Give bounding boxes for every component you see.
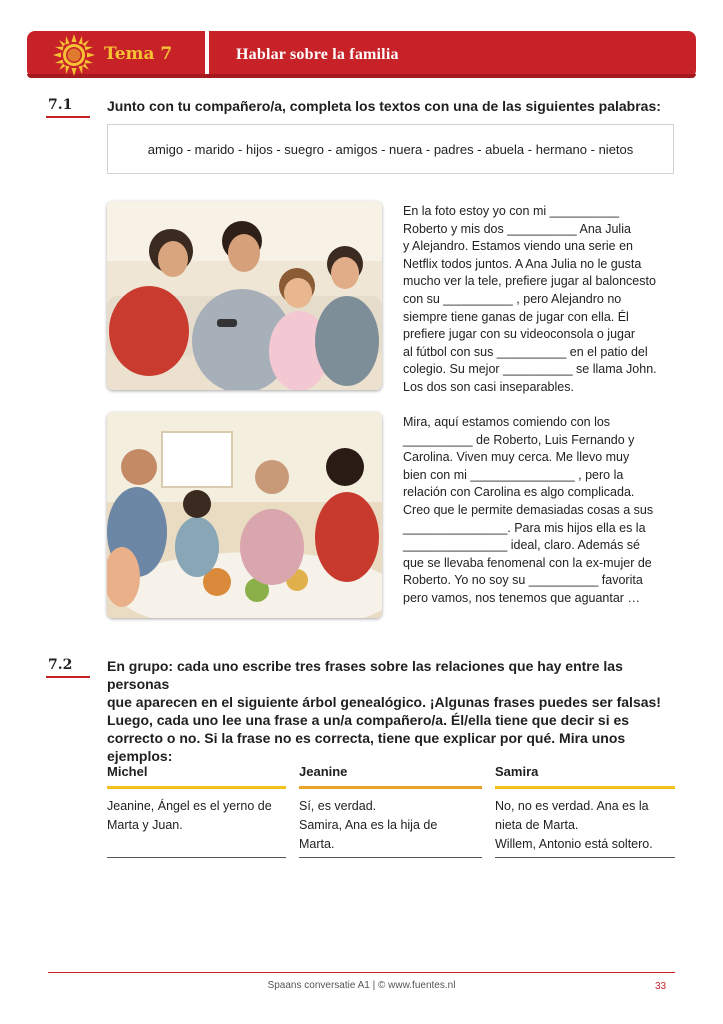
divider: [495, 857, 675, 858]
text-line: _______________ ideal, claro. Además sé: [403, 538, 640, 553]
text-line: Carolina. Viven muy cerca. Me llevo muy: [403, 450, 630, 465]
section-number: 7.1: [48, 97, 73, 113]
example-line: nieta de Marta.: [495, 818, 579, 832]
example-line: No, no es verdad. Ana es la: [495, 799, 649, 813]
banner-shadow: [27, 74, 696, 78]
example-name: Michel: [107, 764, 148, 779]
chapter-number: Tema 7: [104, 44, 173, 64]
text-line: colegio. Su mejor __________ se llama John.: [403, 362, 657, 377]
column-bar: [299, 786, 482, 789]
divider: [107, 857, 286, 858]
example-name: Samira: [495, 764, 539, 779]
sun-icon: [53, 34, 95, 76]
example-line: Willem, Antonio está soltero.: [495, 837, 653, 851]
text-line: Creo que le permite demasiadas cosas a sus: [403, 502, 654, 517]
instruction-line: correcto o no. Si la frase no es correcta, tiene que explicar por qué. Mira unos: [107, 730, 626, 746]
text-block-1: [403, 203, 680, 397]
exercise-instruction: Junto con tu compañero/a, completa los textos con una de las siguientes palabras:: [107, 98, 661, 114]
example-line: Marta.: [299, 837, 335, 851]
text-line: que se llevaba fenomenal con la ex-mujer de: [403, 555, 652, 570]
instruction-line: ejemplos:: [107, 748, 173, 764]
text-block-2: [403, 414, 680, 608]
text-line: Roberto. Yo no soy su __________ favorita: [403, 573, 643, 588]
example-name: Jeanine: [299, 764, 348, 779]
family-sofa-photo: [107, 201, 382, 390]
text-line: bien con mi _______________ , pero la: [403, 467, 624, 482]
example-line: Marta y Juan.: [107, 818, 183, 832]
column-bar: [107, 786, 286, 789]
example-text: [495, 797, 695, 854]
instruction-line: Luego, cada uno lee una frase a un/a compañero/a. Él/ella tiene que decir si es: [107, 712, 630, 728]
exercise-instruction: [107, 657, 687, 765]
text-line: con su __________ , pero Alejandro no: [403, 291, 622, 306]
text-line: Roberto y mis dos __________ Ana Julia: [403, 221, 631, 236]
divider: [299, 857, 482, 858]
text-line: Netflix todos juntos. A Ana Julia no le gusta: [403, 256, 642, 271]
text-line: y Alejandro. Estamos viendo una serie en: [403, 239, 633, 254]
text-line: prefiere jugar con su videoconsola o jugar: [403, 327, 636, 342]
text-line: relación con Carolina es algo complicada.: [403, 485, 635, 500]
text-line: al fútbol con sus __________ en el patio del: [403, 344, 648, 359]
chapter-title: Hablar sobre la familia: [236, 46, 399, 63]
word-bank: amigo - marido - hijos - suegro - amigos - nuera - padres - abuela - hermano - nietos: [107, 124, 674, 174]
footer-text: Spaans conversatie A1 | © www.fuentes.nl: [267, 980, 456, 991]
section-number: 7.2: [48, 657, 73, 673]
text-line: En la foto estoy yo con mi __________: [403, 204, 620, 218]
example-line: Sí, es verdad.: [299, 799, 377, 813]
instruction-line: que aparecen en el siguiente árbol genealógico. ¡Algunas frases puedes ser falsas!: [107, 694, 661, 710]
text-line: Mira, aquí estamos comiendo con los: [403, 415, 611, 429]
example-text: [107, 797, 292, 835]
footer-rule: [48, 972, 675, 973]
section-underline: [46, 116, 90, 118]
instruction-line: En grupo: cada uno escribe tres frases sobre las relaciones que hay entre las personas: [107, 658, 623, 692]
section-underline: [46, 676, 90, 678]
text-line: siempre tiene ganas de jugar con ella. Él: [403, 309, 629, 324]
example-line: Samira, Ana es la hija de: [299, 818, 438, 832]
text-line: __________ de Roberto, Luis Fernando y: [403, 432, 635, 447]
page-number: 33: [655, 981, 667, 992]
text-line: pero vamos, nos tenemos que aguantar …: [403, 590, 640, 605]
text-line: _______________. Para mis hijos ella es la: [403, 520, 646, 535]
column-bar: [495, 786, 675, 789]
text-line: Los dos son casi inseparables.: [403, 379, 574, 394]
example-text: [299, 797, 484, 854]
family-dinner-photo: [107, 412, 382, 618]
text-line: mucho ver la tele, prefiere jugar al baloncesto: [403, 274, 656, 289]
example-line: Jeanine, Ángel es el yerno de: [107, 799, 272, 813]
